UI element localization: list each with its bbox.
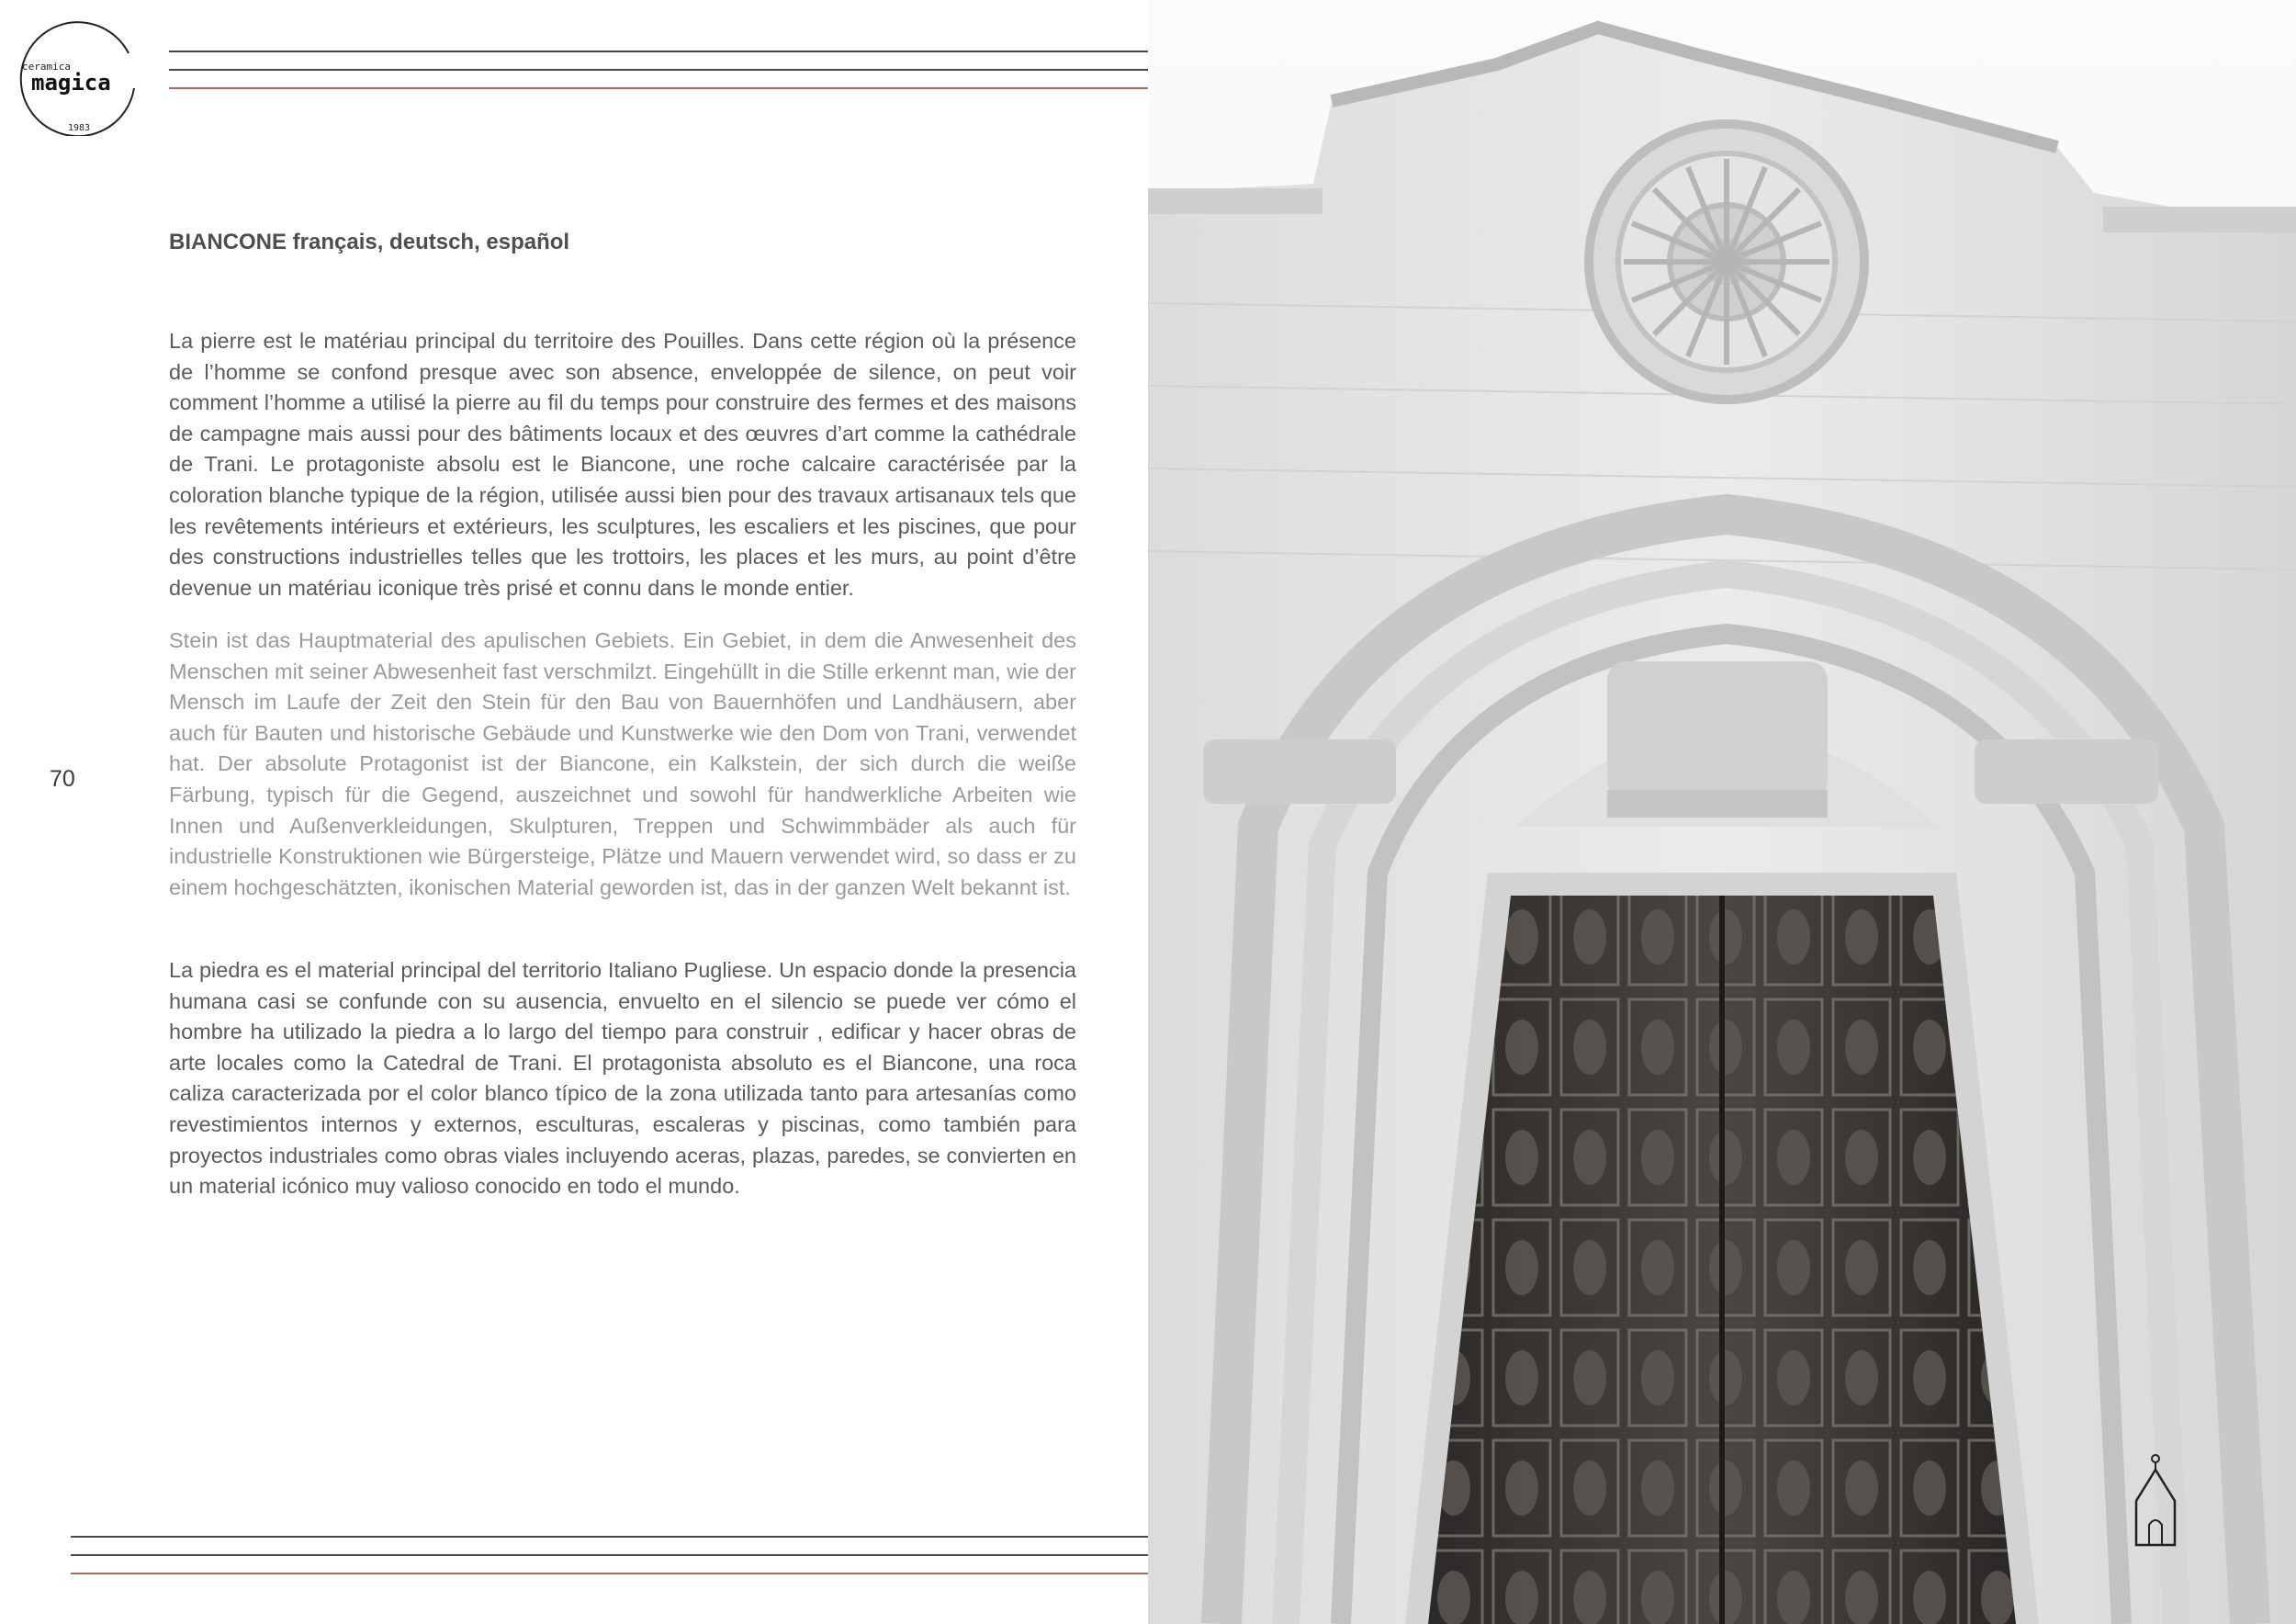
brand-top-text: ceramica	[22, 61, 71, 73]
brand-name: magica	[31, 70, 111, 96]
bottom-rule-1	[71, 1536, 1148, 1538]
section-title: BIANCONE français, deutsch, español	[169, 230, 570, 254]
top-rule-1	[169, 51, 1148, 52]
house-outline-icon	[2133, 1453, 2178, 1549]
cathedral-photo	[1148, 0, 2296, 1624]
top-rule-3	[169, 87, 1148, 89]
bottom-rule-2	[71, 1554, 1148, 1556]
paragraph-german: Stein ist das Hauptmaterial des apulischen Gebiets. Ein Gebiet, in dem die Anwesenheit des Menschen mit seiner Abwesenheit fast verschmilzt. Eingehüllt in die Stille erkennt man, wie der Mensch im Laufe der Zeit den Stein für den Bau von Bauernhöfen und Landhäusern, aber auch für Bauten und historische Gebäude und Kunstwerke wie den Dom von Trani, verwendet hat. Der absolute Protagonist ist der Biancone, ein Kalkstein, der sich durch die weiße Färbung, typisch für die Gegend, auszeichnet und sowohl für handwerkliche Arbeiten wie Innen und Außenverkleidungen, Skulpturen, Treppen und Schwimmbäder als auch für industrielle Konstruktionen wie Bürgersteige, Plätze und Mauern verwendet wird, so dass er zu einem hochgeschätzten, ikonischen Material geworden ist, das in der ganzen Welt bekannt ist.	[169, 628, 1076, 899]
paragraph-spanish: La piedra es el material principal del territorio Italiano Pugliese. Un espacio donde la presencia humana casi se confunde con su ausencia, envuelto en el silencio se puede ver cómo el hombre ha utilizado la piedra a lo largo del tiempo para construir , edificar y hacer obras de arte locales como la Catedral de Trani. El protagonista absoluto es el Biancone, una roca caliza caracterizada por el color blanco típico de la zona utilizada tanto para artesanías como revestimientos internos y externos, esculturas, escaleras y piscinas, como también para proyectos industriales como obras viales incluyendo aceras, plazas, paredes, se convierten en un material icónico muy valioso conocido en todo el mundo.	[169, 958, 1076, 1199]
top-rule-2	[169, 69, 1148, 71]
brand-year: 1983	[68, 123, 91, 133]
brand-logo-icon	[18, 17, 140, 136]
page-number: 70	[50, 766, 75, 792]
brand-logo	[18, 17, 140, 136]
bottom-rule-3	[71, 1573, 1148, 1574]
paragraph-french: La pierre est le matériau principal du territoire des Pouilles. Dans cette région où la présence de l’homme se confond presque avec son absence, enveloppée de silence, on peut voir comment l’homme a utilisé la pierre au fil du temps pour construire des fermes et des maisons de campagne mais aussi pour des bâtiments locaux et des œuvres d’art comme la cathédrale de Trani. Le protagoniste absolu est le Biancone, une roche calcaire caractérisée par la coloration blanche typique de la région, utilisée aussi bien pour des travaux artisanaux tels que les revêtements intérieurs et extérieurs, les sculptures, les escaliers et les piscines, que pour des constructions industrielles telles que les trottoirs, les places et les murs, au point d’être devenue un matériau iconique très prisé et connu dans le monde entier.	[169, 329, 1076, 600]
